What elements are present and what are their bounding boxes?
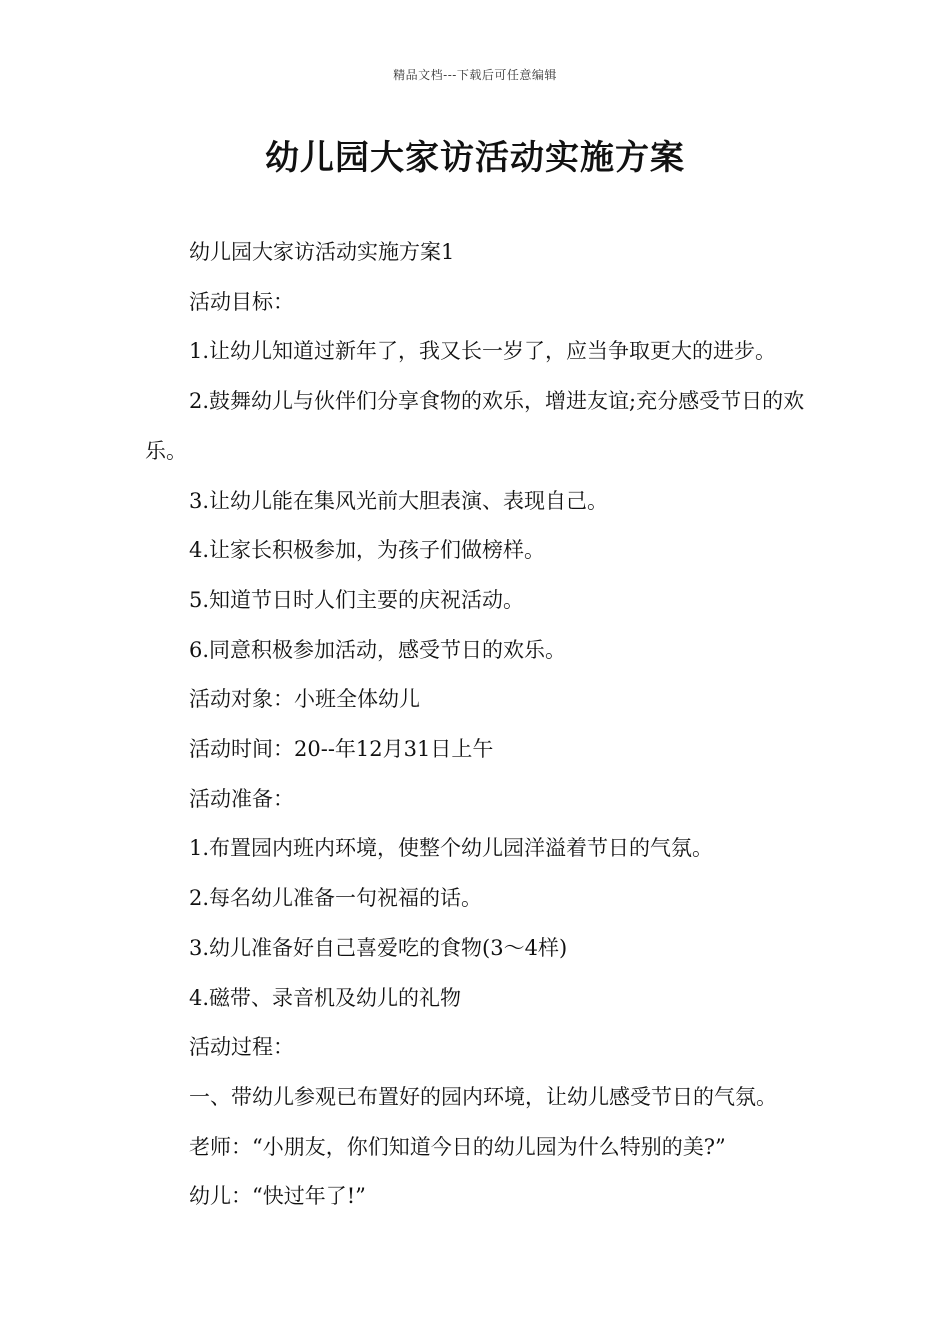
paragraph: 幼儿园大家访活动实施方案1 xyxy=(189,240,455,264)
paragraph: 5.知道节日时人们主要的庆祝活动。 xyxy=(189,587,525,612)
paragraph: 活动时间：20--年12月31日上午 xyxy=(189,737,494,762)
paragraph: 幼儿：“快过年了!” xyxy=(189,1184,366,1209)
paragraph: 老师：“小朋友，你们知道今日的幼儿园为什么特别的美?” xyxy=(189,1134,726,1159)
paragraph: 4.磁带、录音机及幼儿的礼物 xyxy=(189,985,462,1010)
paragraph: 活动准备： xyxy=(189,786,294,811)
paragraph: 4.让家长积极参加，为孩子们做榜样。 xyxy=(189,538,546,563)
paragraph: 一、带幼儿参观已布置好的园内环境，让幼儿感受节日的气氛。 xyxy=(189,1084,777,1109)
paragraph: 1.布置园内班内环境，使整个幼儿园洋溢着节日的气氛。 xyxy=(189,836,714,861)
paragraph: 活动过程： xyxy=(189,1035,294,1060)
document-title: 幼儿园大家访活动实施方案 xyxy=(265,138,685,178)
paragraph: 2.鼓舞幼儿与伙伴们分享食物的欢乐，增进友谊;充分感受节日的欢乐。 xyxy=(145,389,805,463)
header-note: 精品文档---下载后可任意编辑 xyxy=(393,68,557,82)
paragraph: 活动对象：小班全体幼儿 xyxy=(189,687,420,712)
paragraph: 3.幼儿准备好自己喜爱吃的食物(3～4样) xyxy=(189,935,568,960)
document-body xyxy=(145,228,810,1222)
paragraph: 3.让幼儿能在集风光前大胆表演、表现自己。 xyxy=(189,488,609,513)
paragraph: 2.每名幼儿准备一句祝福的话。 xyxy=(189,886,483,911)
paragraph: 1.让幼儿知道过新年了，我又长一岁了，应当争取更大的进步。 xyxy=(189,339,777,364)
paragraph: 6.同意积极参加活动，感受节日的欢乐。 xyxy=(189,637,567,662)
paragraph: 活动目标： xyxy=(189,289,294,314)
